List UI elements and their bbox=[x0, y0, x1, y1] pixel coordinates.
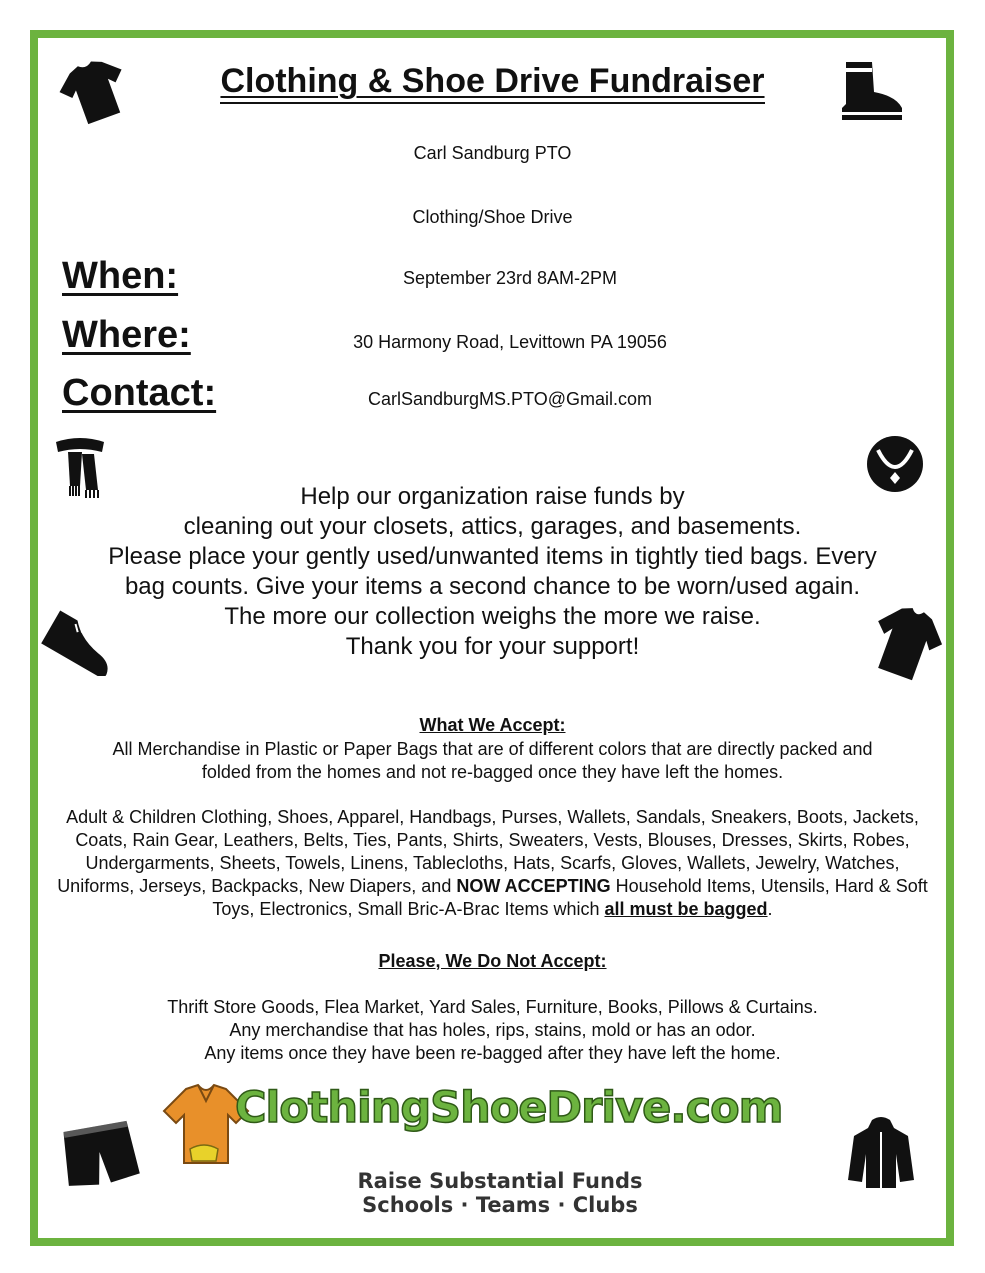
jacket-icon bbox=[846, 1116, 916, 1190]
accept-intro bbox=[55, 738, 930, 784]
accept-line: folded from the homes and not re-bagged once they have left the homes. bbox=[201, 762, 784, 782]
intro-line: The more our collection weighs the more we raise. bbox=[224, 603, 761, 630]
where-label: Where: bbox=[62, 314, 191, 356]
intro-line: cleaning out your closets, attics, garages, and basements. bbox=[183, 513, 802, 540]
when-value: September 23rd 8AM-2PM bbox=[402, 268, 618, 288]
accepted-items-list: Adult & Children Clothing, Shoes, Apparel, Handbags, Purses, Wallets, Sandals, Sneakers, Boots, Jackets, Coats, Rain Gear, Leathers, Belts, Ties, Pants, Shirts, Sweaters, Vests, Blouses, Dresses, Skirts, Robes, Undergarments, Sheets, Towels, Linens, Tablecloths, Hats, Scarfs, Gloves, Wallets, Jewelry, Watches, Uniforms, Jerseys, Backpacks, New Diapers, and NOW ACCEPTING Household Items, Utensils, Hard & Soft Toys, Electronics, Small Bric-A-Brac Items which all must be bagged. bbox=[57, 807, 928, 919]
now-accepting-emphasis: NOW ACCEPTING bbox=[456, 876, 611, 896]
rejected-items bbox=[55, 996, 930, 1065]
brand-name: ClothingShoeDrive.com bbox=[235, 1083, 783, 1133]
page-title: Clothing & Shoe Drive Fundraiser bbox=[0, 62, 985, 101]
org-name: Carl Sandburg PTO bbox=[413, 143, 572, 163]
reject-line: Thrift Store Goods, Flea Market, Yard Sales, Furniture, Books, Pillows & Curtains. bbox=[167, 997, 818, 1017]
where-value: 30 Harmony Road, Levittown PA 19056 bbox=[353, 332, 667, 352]
intro-line: Thank you for your support! bbox=[345, 633, 640, 660]
must-be-bagged-emphasis: all must be bagged bbox=[604, 899, 768, 919]
boot-icon bbox=[836, 58, 908, 130]
reject-line: Any items once they have been re-bagged after they have left the home. bbox=[204, 1043, 781, 1063]
reject-line: Any merchandise that has holes, rips, stains, mold or has an odor. bbox=[229, 1020, 756, 1040]
intro-line: bag counts. Give your items a second chance to be worn/used again. bbox=[124, 573, 861, 600]
brand-tagline-1: Raise Substantial Funds bbox=[357, 1169, 643, 1193]
intro-paragraph bbox=[40, 482, 945, 662]
event-name: Clothing/Shoe Drive bbox=[412, 207, 573, 227]
tshirt-icon bbox=[56, 58, 134, 128]
intro-line: Help our organization raise funds by bbox=[300, 483, 685, 510]
brand-tagline-2: Schools · Teams · Clubs bbox=[362, 1193, 638, 1217]
contact-label: Contact: bbox=[62, 372, 217, 414]
when-label: When: bbox=[62, 255, 179, 297]
brand-logo[interactable] bbox=[160, 1075, 830, 1220]
intro-line: Please place your gently used/unwanted items in tightly tied bags. Every bbox=[108, 543, 877, 570]
contact-value[interactable]: CarlSandburgMS.PTO@Gmail.com bbox=[367, 389, 653, 409]
accept-heading: What We Accept: bbox=[419, 715, 566, 735]
shorts-icon bbox=[60, 1118, 140, 1192]
reject-heading: Please, We Do Not Accept: bbox=[378, 951, 607, 971]
accept-line: All Merchandise in Plastic or Paper Bags that are of different colors that are directly packed and bbox=[112, 739, 873, 759]
